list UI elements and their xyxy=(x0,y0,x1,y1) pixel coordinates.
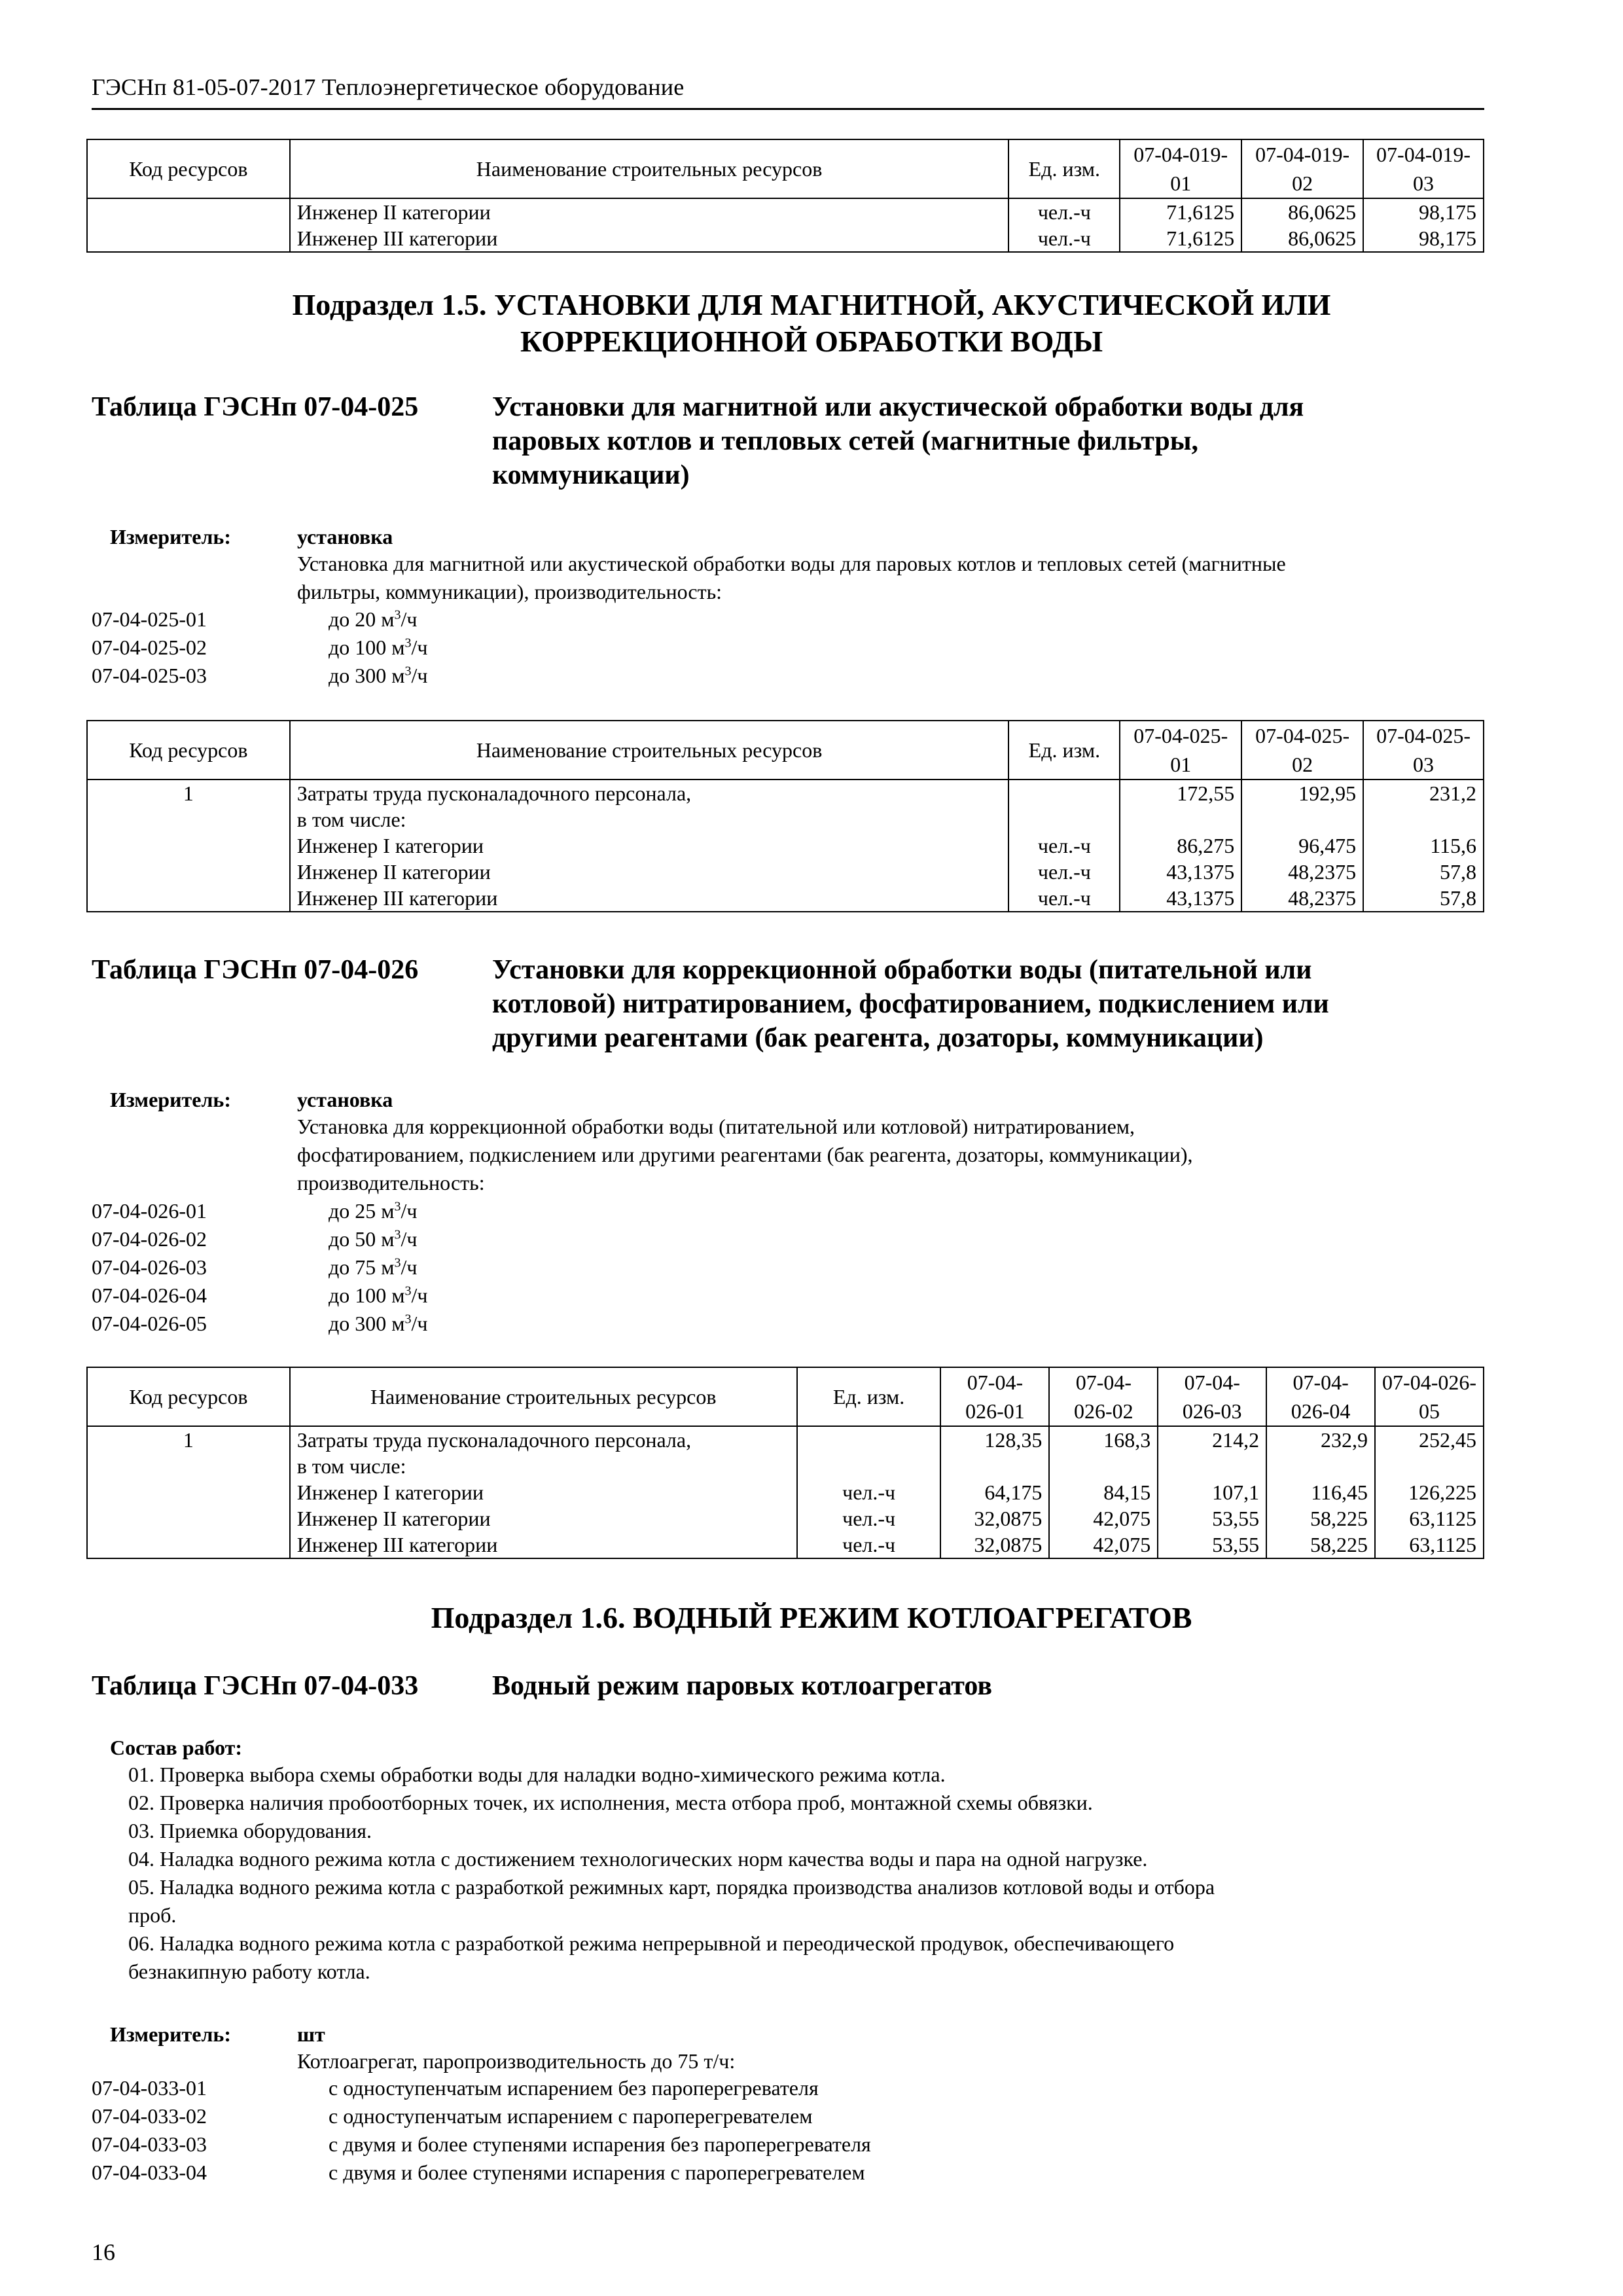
resource-value: 84,15 xyxy=(1049,1479,1158,1505)
table-title xyxy=(492,390,1513,492)
resource-value: 115,6 xyxy=(1363,833,1484,859)
works-item: 06. Наладка водного режима котла с разработкой режима непрерывной и переодической продувок, обеспечивающего xyxy=(128,1931,1175,1955)
resource-value: 57,8 xyxy=(1363,859,1484,885)
resource-code xyxy=(87,1453,290,1479)
table-title-line: котловой) нитратированием, фосфатированием, подкислением или xyxy=(492,989,1329,1019)
norm-item: до 100 $м^3/ч$ xyxy=(329,1283,428,1307)
resource-unit: чел.-ч xyxy=(797,1532,941,1558)
col-header-name: Наименование строительных ресурсов xyxy=(290,721,1009,780)
resource-code xyxy=(87,833,290,859)
resource-name: Инженер II категории xyxy=(290,1505,797,1532)
resource-name: Инженер II категории xyxy=(290,198,1009,225)
norm-item: до 100 $м^3/ч$ xyxy=(329,636,428,659)
resource-value: 71,6125 xyxy=(1120,225,1241,252)
resource-value xyxy=(1120,806,1241,833)
resource-table-026 xyxy=(86,1367,1484,1559)
norm-code: 07-04-025-02 xyxy=(92,636,207,659)
col-header-norm: 07-04-025-01 xyxy=(1120,721,1241,780)
resource-unit xyxy=(1008,780,1120,806)
table-row xyxy=(87,1453,1484,1479)
resource-value: 232,9 xyxy=(1266,1426,1375,1453)
measure-unit: установка xyxy=(297,1088,393,1111)
measure-unit: шт xyxy=(297,2022,325,2046)
col-header-unit: Ед. изм. xyxy=(1008,721,1120,780)
resource-code xyxy=(87,1532,290,1558)
table-code: Таблица ГЭСНп 07-04-033 xyxy=(92,1671,419,1701)
resource-value: 86,0625 xyxy=(1241,225,1363,252)
norm-item: с двумя и более ступенями испарения без пароперегревателя xyxy=(329,2132,871,2156)
resource-value: 192,95 xyxy=(1241,780,1363,806)
col-header-unit: Ед. изм. xyxy=(1008,139,1120,198)
table-title-line: другими реагентами (бак реагента, дозаторы, коммуникации) xyxy=(492,1023,1264,1053)
resource-table-019 xyxy=(86,139,1484,253)
page-number: 16 xyxy=(92,2239,115,2265)
table-code: Таблица ГЭСНп 07-04-025 xyxy=(92,392,419,422)
resource-name: Затраты труда пусконаладочного персонала, xyxy=(290,780,1009,806)
table-title-line: Установки для магнитной или акустической обработки воды для xyxy=(492,392,1304,422)
works-item: 03. Приемка оборудования. xyxy=(128,1819,372,1842)
resource-unit xyxy=(797,1453,941,1479)
resource-code xyxy=(87,225,290,252)
resource-value: 252,45 xyxy=(1375,1426,1484,1453)
resource-code xyxy=(87,1479,290,1505)
resource-unit: чел.-ч xyxy=(1008,833,1120,859)
resource-name: Инженер II категории xyxy=(290,859,1009,885)
norm-item: до 50 $м^3/ч$ xyxy=(329,1227,418,1251)
resource-value: 63,1125 xyxy=(1375,1505,1484,1532)
table-title-line: коммуникации) xyxy=(492,460,690,490)
resource-value: 214,2 xyxy=(1158,1426,1266,1453)
norm-item: с одноступенчатым испарением с пароперегревателем xyxy=(329,2104,813,2128)
col-header-norm: 07-04-019-03 xyxy=(1363,139,1484,198)
resource-value xyxy=(1266,1453,1375,1479)
resource-value: 32,0875 xyxy=(940,1505,1049,1532)
resource-name: Инженер I категории xyxy=(290,833,1009,859)
resource-value: 98,175 xyxy=(1363,225,1484,252)
norm-item: до 300 $м^3/ч$ xyxy=(329,664,428,687)
resource-value: 126,225 xyxy=(1375,1479,1484,1505)
norm-item: до 20 $м^3/ч$ xyxy=(329,607,418,631)
table-row xyxy=(87,1479,1484,1505)
resource-value: 48,2375 xyxy=(1241,885,1363,912)
description-line: производительность: xyxy=(297,1171,485,1194)
norm-item: до 25 $м^3/ч$ xyxy=(329,1199,418,1223)
description-line: фосфатированием, подкислением или другими реагентами (бак реагента, дозаторы, коммуникации), xyxy=(297,1143,1193,1166)
table-title-line: Установки для коррекционной обработки воды (питательной или xyxy=(492,955,1312,985)
norm-item: с двумя и более ступенями испарения с пароперегревателем xyxy=(329,2161,865,2184)
resource-value: 86,275 xyxy=(1120,833,1241,859)
norm-item: до 300 $м^3/ч$ xyxy=(329,1312,428,1335)
table-row xyxy=(87,1426,1484,1453)
measure-label: Измеритель: xyxy=(110,1088,231,1111)
resource-name: Инженер III категории xyxy=(290,1532,797,1558)
norm-code: 07-04-033-01 xyxy=(92,2076,207,2100)
resource-value: 32,0875 xyxy=(940,1532,1049,1558)
col-header-norm: 07-04-026-05 xyxy=(1375,1367,1484,1426)
resource-value: 116,45 xyxy=(1266,1479,1375,1505)
col-header-norm: 07-04-026-03 xyxy=(1158,1367,1266,1426)
table-row xyxy=(87,1505,1484,1532)
resource-value xyxy=(1375,1453,1484,1479)
document-header: ГЭСНп 81-05-07-2017 Теплоэнергетическое оборудование xyxy=(92,74,685,100)
resource-code: 1 xyxy=(87,1426,290,1453)
norm-item: до 75 $м^3/ч$ xyxy=(329,1255,418,1279)
resource-value xyxy=(1241,806,1363,833)
col-header-norm: 07-04-025-03 xyxy=(1363,721,1484,780)
table-row xyxy=(87,833,1484,859)
resource-name: Инженер III категории xyxy=(290,885,1009,912)
table-row xyxy=(87,780,1484,806)
col-header-norm: 07-04-025-02 xyxy=(1241,721,1363,780)
resource-value: 53,55 xyxy=(1158,1505,1266,1532)
resource-value: 42,075 xyxy=(1049,1505,1158,1532)
resource-code xyxy=(87,806,290,833)
works-item: проб. xyxy=(128,1903,177,1927)
col-header-code: Код ресурсов xyxy=(87,721,290,780)
resource-table-025 xyxy=(86,720,1484,912)
col-header-name: Наименование строительных ресурсов xyxy=(290,1367,797,1426)
table-row xyxy=(87,859,1484,885)
measure-label: Измеритель: xyxy=(110,525,231,548)
resource-value: 86,0625 xyxy=(1241,198,1363,225)
table-row xyxy=(87,225,1484,252)
works-item: безнакипную работу котла. xyxy=(128,1960,370,1983)
resource-name: Инженер I категории xyxy=(290,1479,797,1505)
resource-name: Затраты труда пусконаладочного персонала, xyxy=(290,1426,797,1453)
resource-value: 63,1125 xyxy=(1375,1532,1484,1558)
resource-value: 107,1 xyxy=(1158,1479,1266,1505)
works-item: 04. Наладка водного режима котла с достижением технологических норм качества воды и пара на одной нагрузке. xyxy=(128,1847,1148,1871)
resource-code xyxy=(87,198,290,225)
norm-item: с одноступенчатым испарением без пароперегревателя xyxy=(329,2076,819,2100)
works-item: 01. Проверка выбора схемы обработки воды для наладки водно-химического режима котла. xyxy=(128,1763,946,1786)
resource-value: 53,55 xyxy=(1158,1532,1266,1558)
norm-code: 07-04-025-01 xyxy=(92,607,207,631)
subsection-title-line: Подраздел 1.5. УСТАНОВКИ ДЛЯ МАГНИТНОЙ, АКУСТИЧЕСКОЙ ИЛИ xyxy=(292,288,1331,321)
header-divider xyxy=(92,108,1484,110)
resource-code: 1 xyxy=(87,780,290,806)
col-header-unit: Ед. изм. xyxy=(797,1367,941,1426)
resource-name: в том числе: xyxy=(290,1453,797,1479)
norm-code: 07-04-026-05 xyxy=(92,1312,207,1335)
resource-value xyxy=(1363,806,1484,833)
resource-unit xyxy=(797,1426,941,1453)
resource-unit: чел.-ч xyxy=(797,1505,941,1532)
resource-value: 43,1375 xyxy=(1120,859,1241,885)
norm-code: 07-04-033-02 xyxy=(92,2104,207,2128)
col-header-norm: 07-04-019-01 xyxy=(1120,139,1241,198)
norm-code: 07-04-033-03 xyxy=(92,2132,207,2156)
resource-value: 168,3 xyxy=(1049,1426,1158,1453)
resource-value: 58,225 xyxy=(1266,1532,1375,1558)
measure-unit: установка xyxy=(297,525,393,548)
resource-value: 58,225 xyxy=(1266,1505,1375,1532)
description-line: Установка для магнитной или акустической обработки воды для паровых котлов и тепловых сетей (магнитные xyxy=(297,552,1286,575)
resource-value: 128,35 xyxy=(940,1426,1049,1453)
norm-code: 07-04-026-01 xyxy=(92,1199,207,1223)
resource-value: 57,8 xyxy=(1363,885,1484,912)
table-row xyxy=(87,198,1484,225)
resource-value: 172,55 xyxy=(1120,780,1241,806)
works-item: 05. Наладка водного режима котла с разработкой режимных карт, порядка производства анализов котловой воды и отбора xyxy=(128,1875,1215,1899)
table-row xyxy=(87,1532,1484,1558)
resource-value xyxy=(1049,1453,1158,1479)
col-header-norm: 07-04-026-01 xyxy=(940,1367,1049,1426)
works-list xyxy=(128,1761,1476,1986)
resource-name: Инженер III категории xyxy=(290,225,1009,252)
resource-value: 98,175 xyxy=(1363,198,1484,225)
col-header-norm: 07-04-026-02 xyxy=(1049,1367,1158,1426)
resource-unit: чел.-ч xyxy=(1008,225,1120,252)
resource-unit: чел.-ч xyxy=(1008,198,1120,225)
resource-value: 42,075 xyxy=(1049,1532,1158,1558)
subsection-title: Подраздел 1.6. ВОДНЫЙ РЕЖИМ КОТЛОАГРЕГАТОВ xyxy=(431,1601,1192,1634)
norm-code: 07-04-033-04 xyxy=(92,2161,207,2184)
resource-unit: чел.-ч xyxy=(797,1479,941,1505)
table-row xyxy=(87,806,1484,833)
norm-code: 07-04-026-03 xyxy=(92,1255,207,1279)
col-header-name: Наименование строительных ресурсов xyxy=(290,139,1009,198)
resource-value: 71,6125 xyxy=(1120,198,1241,225)
table-title-line: паровых котлов и тепловых сетей (магнитные фильтры, xyxy=(492,426,1199,456)
norm-code: 07-04-025-03 xyxy=(92,664,207,687)
table-title xyxy=(492,953,1513,1055)
table-title: Водный режим паровых котлоагрегатов xyxy=(492,1671,992,1701)
table-code: Таблица ГЭСНп 07-04-026 xyxy=(92,955,419,985)
subsection-title xyxy=(0,287,1623,360)
table-row xyxy=(87,885,1484,912)
resource-value: 231,2 xyxy=(1363,780,1484,806)
col-header-norm: 07-04-026-04 xyxy=(1266,1367,1375,1426)
resource-value: 43,1375 xyxy=(1120,885,1241,912)
resource-unit: чел.-ч xyxy=(1008,885,1120,912)
resource-code xyxy=(87,885,290,912)
col-header-code: Код ресурсов xyxy=(87,1367,290,1426)
measure-description: Котлоагрегат, паропроизводительность до 75 т/ч: xyxy=(297,2049,736,2073)
resource-value xyxy=(1158,1453,1266,1479)
resource-unit xyxy=(1008,806,1120,833)
resource-value: 64,175 xyxy=(940,1479,1049,1505)
norm-code: 07-04-026-02 xyxy=(92,1227,207,1251)
resource-name: в том числе: xyxy=(290,806,1009,833)
works-label: Состав работ: xyxy=(110,1736,243,1759)
norm-code: 07-04-026-04 xyxy=(92,1283,207,1307)
col-header-code: Код ресурсов xyxy=(87,139,290,198)
resource-unit: чел.-ч xyxy=(1008,859,1120,885)
measure-label: Измеритель: xyxy=(110,2022,231,2046)
resource-code xyxy=(87,1505,290,1532)
measure-description xyxy=(297,1113,1475,1197)
col-header-norm: 07-04-019-02 xyxy=(1241,139,1363,198)
works-item: 02. Проверка наличия пробоотборных точек, их исполнения, места отбора проб, монтажной схемы обвязки. xyxy=(128,1791,1093,1814)
resource-value: 96,475 xyxy=(1241,833,1363,859)
resource-value: 48,2375 xyxy=(1241,859,1363,885)
measure-description xyxy=(297,550,1475,606)
description-line: фильтры, коммуникации), производительность: xyxy=(297,580,722,603)
description-line: Установка для коррекционной обработки воды (питательной или котловой) нитратированием, xyxy=(297,1115,1135,1138)
resource-value xyxy=(940,1453,1049,1479)
resource-code xyxy=(87,859,290,885)
subsection-title-line: КОРРЕКЦИОННОЙ ОБРАБОТКИ ВОДЫ xyxy=(520,325,1103,358)
